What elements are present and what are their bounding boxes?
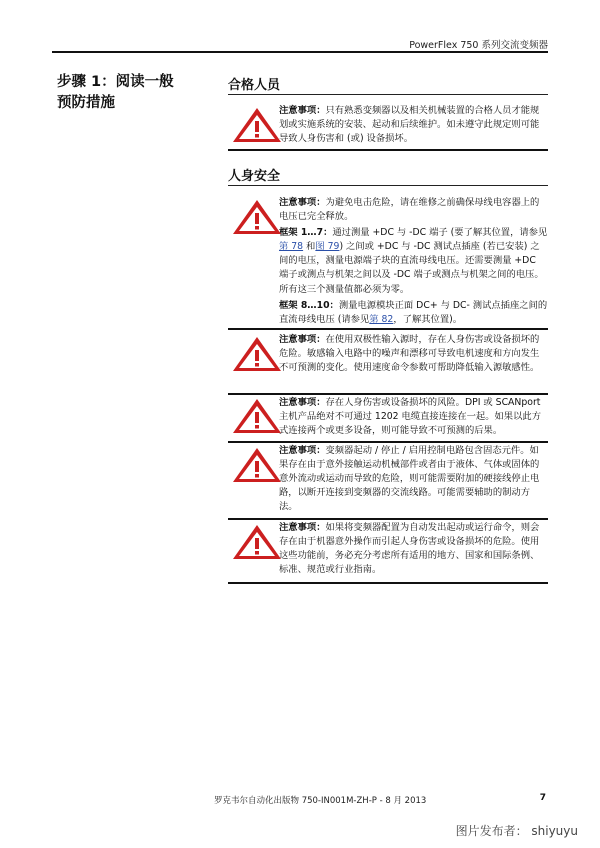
section-rule	[228, 94, 548, 95]
warning-text	[279, 196, 548, 327]
warning-text	[279, 444, 548, 514]
warning-label: 注意事项：	[279, 334, 326, 345]
warning-triangle-icon	[232, 524, 282, 560]
warning-triangle-icon	[232, 447, 282, 483]
figure-79-link[interactable]: 图 79	[315, 241, 340, 253]
warning-body: 在使用双极性输入源时，存在人身伤害或设备损坏的危险。敏感输入电路中的噪声和漂移可导致电机速度和方向发生不可预测的变化。使用速度命令参数可帮助降低输入源敏感性。	[279, 334, 540, 374]
page-82-link[interactable]: 第 82	[369, 313, 394, 325]
warning-text	[279, 104, 548, 146]
warning-block-auto-start	[228, 521, 548, 577]
warning-text	[279, 521, 548, 577]
header-rule	[52, 51, 548, 53]
frame-1-7-text: ) 之间或 +DC 与 -DC 测试点插座 (若已安装) 之间的电压，测量电源端子块的直流母线电压。还需要测量 +DC 端子或测点与机架之间以及 -DC 端子或测点与机架之间的电压。所有这三个测量值都必须为零。	[279, 241, 544, 295]
watermark: 图片发布者： shiyuyu	[455, 824, 578, 838]
block-rule	[228, 518, 548, 520]
warning-body: 为避免电击危险，请在维修之前确保母线电容器上的电压已完全释放。	[279, 197, 540, 223]
block-rule	[228, 393, 548, 395]
frame-label-1-7: 框架 1…7：	[279, 227, 333, 239]
side-heading-line2: 预防措施	[57, 95, 115, 111]
warning-label: 注意事项：	[279, 105, 326, 116]
warning-block-qualified	[228, 104, 548, 146]
warning-block-shock	[228, 196, 548, 327]
warning-body: 如果将变频器配置为自动发出起动或运行命令，则会存在由于机器意外操作而引起人身伤害或设备损坏的危险。使用这些功能前，务必充分考虑所有适用的地方、国家和国际条例、标准、规范或行业指南。	[279, 522, 540, 576]
warning-triangle-icon	[232, 107, 282, 143]
warning-label: 注意事项：	[279, 522, 326, 533]
frame-1-7-text: 和	[303, 241, 316, 253]
warning-block-start-stop	[228, 444, 548, 514]
warning-label: 注意事项：	[279, 197, 326, 208]
section-title-qualified: 合格人员	[228, 78, 281, 93]
section-title-safety: 人身安全	[228, 169, 281, 184]
header-title: PowerFlex 750 系列交流变频器	[409, 40, 548, 51]
warning-triangle-icon	[232, 199, 282, 235]
warning-body: 存在人身伤害或设备损坏的风险。DPI 或 SCANport 主机产品绝对不可通过 1202 电缆直接连接在一起。如果以此方式连接两个或更多设备，则可能导致不可预测的后果。	[279, 397, 541, 437]
section-rule	[228, 185, 548, 186]
page-78-link[interactable]: 第 78	[279, 241, 304, 253]
warning-triangle-icon	[232, 336, 282, 372]
warning-body: 变频器起动 / 停止 / 启用控制电路包含固态元件。如果存在由于意外接触运动机械部件或者由于液体、气体或固体的意外流动或运动而导致的危险，则可能需要附加的硬接线停止电路，以断开连接到变频器的交流线路。可能需要辅助的制动方法。	[279, 445, 540, 513]
warning-body: 只有熟悉变频器以及相关机械装置的合格人员才能规划或实施系统的安装、起动和后续维护。如未遵守此规定则可能导致人身伤害和 (或) 设备损坏。	[279, 105, 540, 145]
page-number: 7	[539, 793, 546, 803]
block-rule	[228, 149, 548, 151]
footer-publication: 罗克韦尔自动化出版物 750-IN001M-ZH-P - 8 月 2013	[214, 796, 427, 806]
frame-label-8-10: 框架 8…10：	[279, 299, 339, 311]
warning-block-dpi	[228, 396, 548, 438]
frame-8-10-text: 测量电源模块正面 DC+ 与 DC- 测试点插座之间的直流母线电压 (请参见	[279, 299, 548, 325]
warning-label: 注意事项：	[279, 397, 326, 408]
warning-triangle-icon	[232, 398, 282, 434]
block-rule	[228, 441, 548, 443]
side-heading	[57, 72, 217, 114]
warning-text	[279, 333, 548, 375]
block-rule	[228, 328, 548, 330]
frame-8-10-text: ，了解其位置)。	[393, 313, 463, 325]
warning-label: 注意事项：	[279, 445, 326, 456]
warning-text	[279, 396, 548, 438]
warning-block-bipolar	[228, 333, 548, 375]
frame-1-7-text: 通过测量 +DC 与 -DC 端子 (要了解其位置，请参见	[332, 227, 548, 239]
block-rule	[228, 582, 548, 584]
side-heading-line1: 步骤 1：阅读一般	[57, 74, 174, 90]
